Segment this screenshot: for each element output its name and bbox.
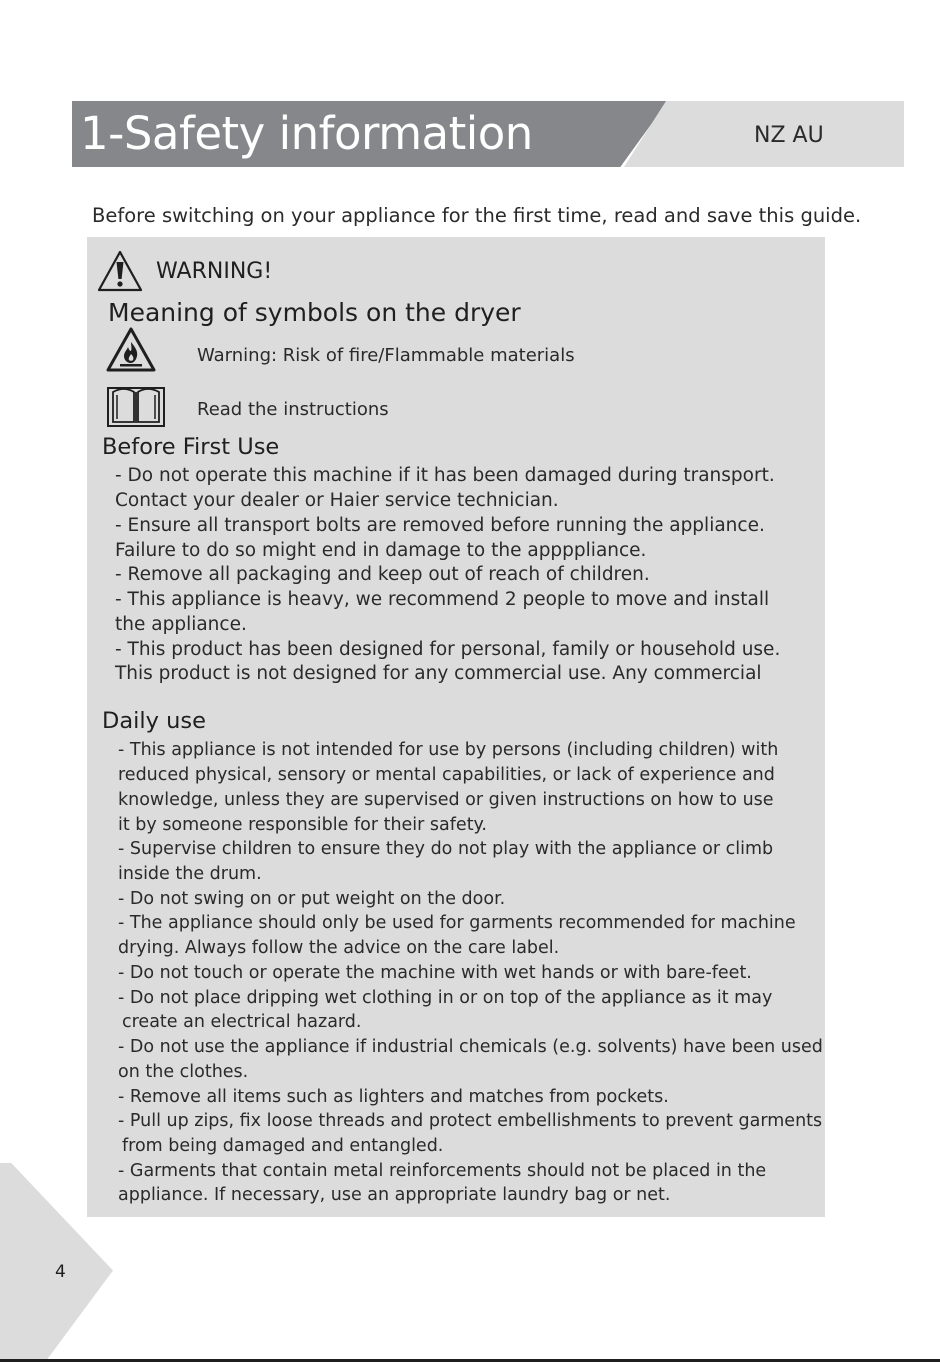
before-first-use-line: - Do not operate this machine if it has been damaged during transport. xyxy=(115,465,775,486)
daily-use-line: - Garments that contain metal reinforcements should not be placed in the xyxy=(118,1161,767,1181)
before-first-use-heading: Before First Use xyxy=(102,434,280,460)
daily-use-line: - Pull up zips, fix loose threads and protect embellishments to prevent garments xyxy=(118,1111,823,1131)
before-first-use-line: Failure to do so might end in damage to the appppliance. xyxy=(115,540,647,561)
daily-use-line: - The appliance should only be used for garments recommended for machine xyxy=(118,913,796,933)
daily-use-line: inside the drum. xyxy=(118,864,262,884)
daily-use-line: appliance. If necessary, use an appropriate laundry bag or net. xyxy=(118,1185,671,1205)
symbols-heading: Meaning of symbols on the dryer xyxy=(108,298,521,327)
region-label: NZ AU xyxy=(754,123,824,148)
before-first-use-line: - This appliance is heavy, we recommend 2 people to move and install xyxy=(115,589,770,610)
symbol-book-text: Read the instructions xyxy=(197,399,389,420)
exclamation-triangle-icon xyxy=(96,249,144,293)
before-first-use-line: Contact your dealer or Haier service technician. xyxy=(115,490,559,511)
daily-use-line: - Do not place dripping wet clothing in or on top of the appliance as it may xyxy=(118,988,773,1008)
warning-label: WARNING! xyxy=(156,259,273,284)
page-title: 1-Safety information xyxy=(80,107,533,160)
before-first-use-line: This product is not designed for any commercial use. Any commercial xyxy=(115,663,762,684)
daily-use-line: - This appliance is not intended for use by persons (including children) with xyxy=(118,740,779,760)
open-book-icon xyxy=(106,383,166,429)
intro-text: Before switching on your appliance for the first time, read and save this guide. xyxy=(92,204,862,227)
before-first-use-line: - Remove all packaging and keep out of reach of children. xyxy=(115,564,650,585)
daily-use-line: - Do not swing on or put weight on the door. xyxy=(118,889,506,909)
before-first-use-line: the appliance. xyxy=(115,614,247,635)
symbol-fire-text: Warning: Risk of fire/Flammable materials xyxy=(197,345,575,366)
daily-use-line: - Remove all items such as lighters and matches from pockets. xyxy=(118,1087,669,1107)
daily-use-line: - Do not touch or operate the machine with wet hands or with bare-feet. xyxy=(118,963,752,983)
daily-use-line: - Do not use the appliance if industrial chemicals (e.g. solvents) have been used xyxy=(118,1037,823,1057)
flammable-warning-icon xyxy=(106,327,164,373)
daily-use-line: create an electrical hazard. xyxy=(122,1012,362,1032)
daily-use-line: reduced physical, sensory or mental capabilities, or lack of experience and xyxy=(118,765,775,785)
daily-use-line: on the clothes. xyxy=(118,1062,249,1082)
daily-use-heading: Daily use xyxy=(102,708,206,734)
page-number: 4 xyxy=(55,1262,66,1282)
before-first-use-line: - This product has been designed for personal, family or household use. xyxy=(115,639,781,660)
daily-use-line: knowledge, unless they are supervised or given instructions on how to use xyxy=(118,790,774,810)
daily-use-line: from being damaged and entangled. xyxy=(122,1136,444,1156)
daily-use-line: it by someone responsible for their safety. xyxy=(118,815,487,835)
daily-use-line: drying. Always follow the advice on the care label. xyxy=(118,938,560,958)
daily-use-line: - Supervise children to ensure they do not play with the appliance or climb xyxy=(118,839,774,859)
before-first-use-line: - Ensure all transport bolts are removed before running the appliance. xyxy=(115,515,765,536)
